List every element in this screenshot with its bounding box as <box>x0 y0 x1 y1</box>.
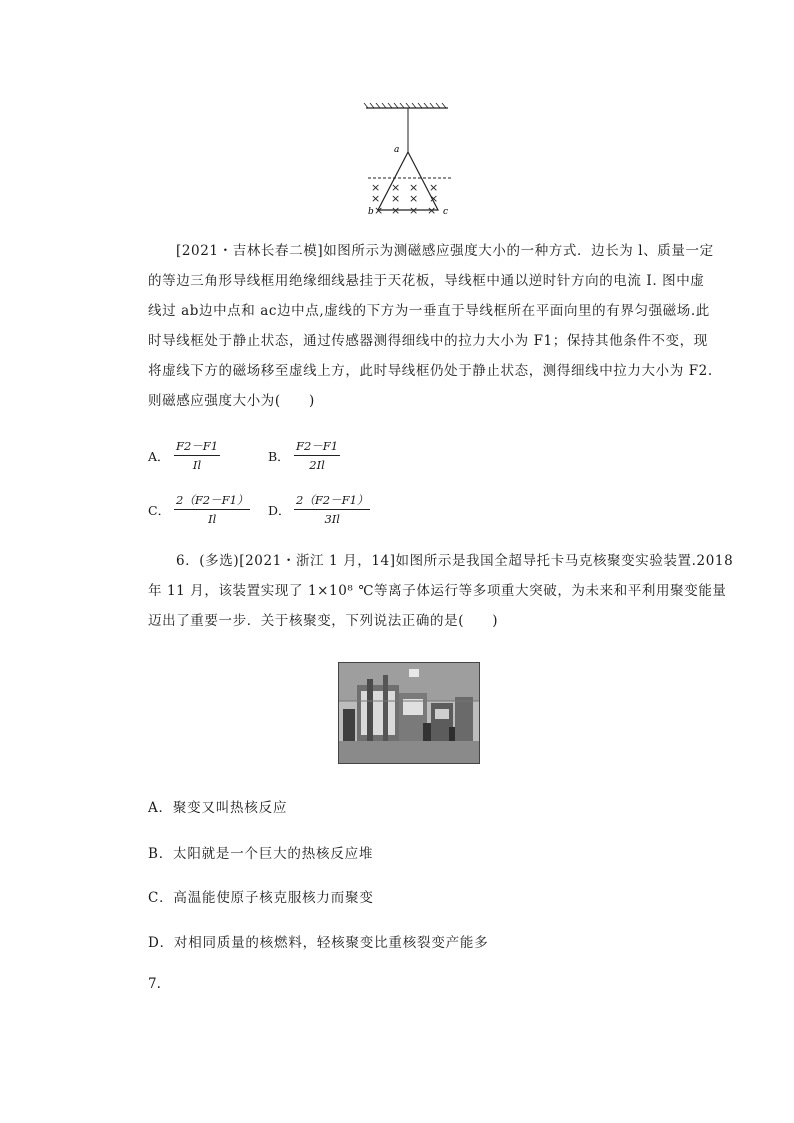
question-6-line: 年 11 月，该装置实现了 1×10⁸ ℃等离子体运行等多项重大突破，为未来和平利用聚变能量 <box>148 583 727 599</box>
question-6-line: 6．(多选)[2021・浙江 1 月，14]如图所示是我国全超导托卡马克核聚变实验装置.2018 <box>176 553 734 569</box>
question-5-line: 的等边三角形导线框用绝缘细线悬挂于天花板，导线框中通以逆时针方向的电流 I. 图中虚 <box>148 273 705 289</box>
fraction <box>294 492 370 527</box>
option-letter: A． <box>148 448 170 464</box>
fraction <box>174 438 220 473</box>
question-5-line: [2021・吉林长春二模]如图所示为测磁感应强度大小的一种方式．边长为 l、质量一定 <box>176 243 714 259</box>
choice-d[interactable]: D．对相同质量的核燃料，轻核聚变比重核裂变产能多 <box>148 935 489 951</box>
field-cross: × <box>409 204 419 217</box>
field-cross: × <box>427 204 437 217</box>
triangle-frame-diagram <box>360 100 460 220</box>
question-6-line: 迈出了重要一步．关于核聚变，下列说法正确的是( ) <box>148 613 499 629</box>
field-cross: × <box>374 204 384 217</box>
option-d[interactable] <box>268 492 370 527</box>
question-6-stem <box>148 546 734 636</box>
fraction-denominator: 3Il <box>324 512 340 526</box>
fraction-denominator: 2Il <box>309 458 325 472</box>
option-letter: B． <box>268 448 290 464</box>
question-5-line: 时导线框处于静止状态，通过传感器测得细线中的拉力大小为 F1；保持其他条件不变，现 <box>148 333 708 349</box>
option-c[interactable] <box>148 492 250 527</box>
fraction <box>294 438 340 473</box>
option-a[interactable] <box>148 438 220 473</box>
field-cross: × <box>371 181 381 194</box>
fraction-denominator: Il <box>192 458 202 472</box>
field-cross: × <box>391 204 401 217</box>
option-letter: C． <box>148 502 171 518</box>
choice-c[interactable]: C．高温能使原子核克服核力而聚变 <box>148 890 374 906</box>
question-5-line: 线过 ab边中点和 ac边中点,虚线的下方为一垂直于导线框所在平面向里的有界匀强磁场.此 <box>148 303 710 319</box>
vertex-c-label: c <box>443 207 449 217</box>
fraction-numerator: F2－F1 <box>176 439 219 453</box>
vertex-b-label: b <box>368 207 374 217</box>
option-letter: D． <box>268 502 291 518</box>
field-cross: × <box>429 181 439 194</box>
question-5-line: 则磁感应强度大小为( ) <box>148 393 315 409</box>
field-cross: × <box>391 181 401 194</box>
option-b[interactable] <box>268 438 340 473</box>
choice-a[interactable]: A．聚变又叫热核反应 <box>148 800 288 816</box>
field-cross: × <box>409 192 419 205</box>
question-5-line: 将虚线下方的磁场移至虚线上方，此时导线框仍处于静止状态，测得细线中拉力大小为 F2. <box>148 363 713 379</box>
question-5-stem <box>148 236 714 416</box>
fraction <box>174 492 250 527</box>
field-cross: × <box>429 192 439 205</box>
vertex-a-label: a <box>394 145 400 155</box>
tokamak-device-photo <box>338 662 480 764</box>
fraction-numerator: F2－F1 <box>296 439 339 453</box>
fraction-numerator: 2（F2－F1） <box>296 493 369 507</box>
fraction-denominator: Il <box>208 512 217 526</box>
fraction-numerator: 2（F2－F1） <box>176 493 249 507</box>
question-7-number: 7. <box>148 976 161 992</box>
tokamak-photo-illustration <box>339 663 479 763</box>
field-cross: × <box>409 181 419 194</box>
choice-b[interactable]: B．太阳就是一个巨大的热核反应堆 <box>148 846 374 862</box>
field-cross: × <box>391 192 401 205</box>
field-cross: × <box>371 192 381 205</box>
